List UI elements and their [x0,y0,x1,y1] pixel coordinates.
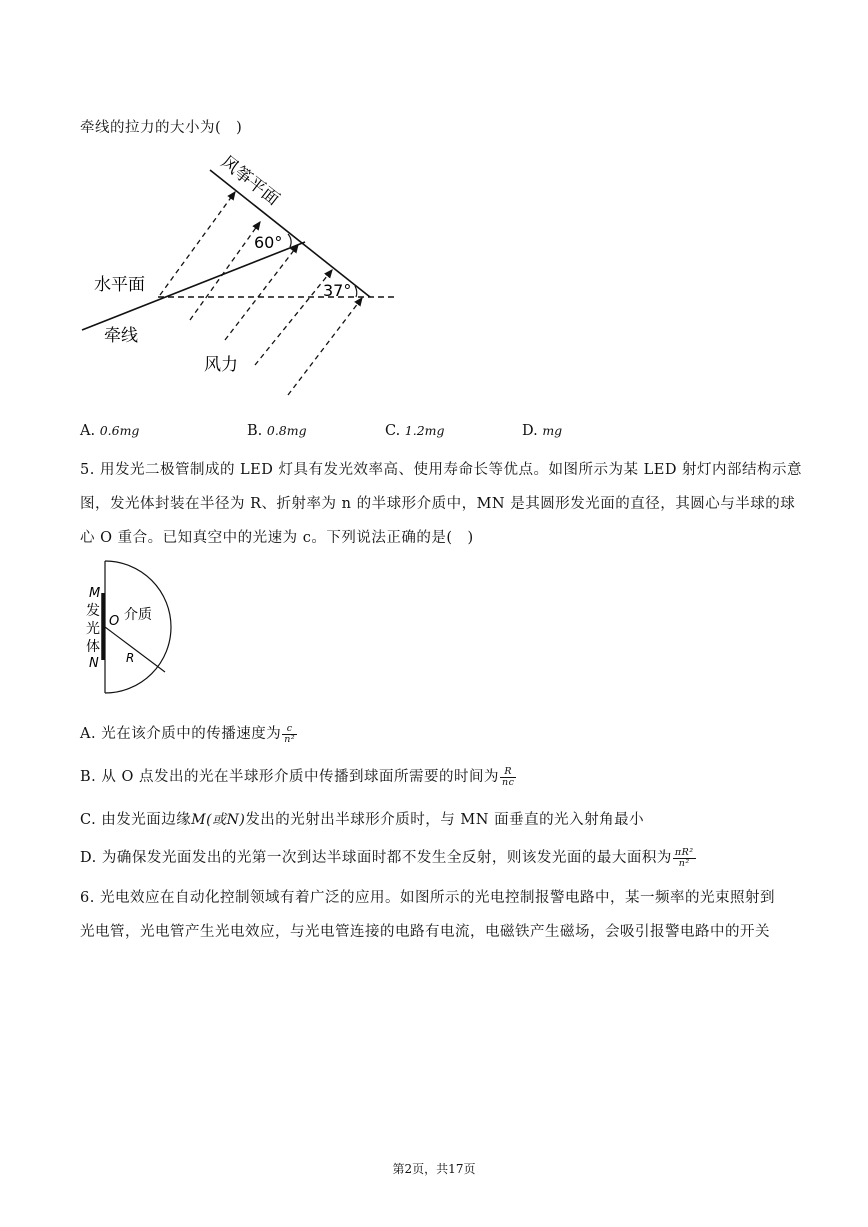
option-b-value: 0.8mg [266,423,307,438]
label-n: N [89,656,99,671]
label-medium: 介质 [124,607,152,623]
label-horizontal: 水平面 [94,275,145,295]
label-wind: 风力 [204,355,238,375]
q5-option-a-text: A. 光在该介质中的传播速度为 [80,726,282,742]
q5-option-d-fraction [673,848,696,869]
q4-option-b[interactable] [247,423,307,439]
angle-arc-60 [288,234,291,247]
label-r: R [126,651,135,665]
option-a-label: A. [80,423,96,439]
label-m: M [89,586,101,601]
q6-stem-line-1: 6. 光电效应在自动化控制领域有着广泛的应用。如图所示的光电控制报警电路中，某一频率的光束照射到 [80,890,775,906]
option-a-value: 0.6mg [99,423,140,438]
q5-option-c-math: M(或N) [191,812,246,828]
q5-option-c-post: 发出的光射出半球形介质时，与 MN 面垂直的光入射角最小 [245,812,645,828]
fraction-denominator: nc [501,776,515,788]
label-emitter-2: 光 [86,621,100,637]
q5-option-c-pre: C. 由发光面边缘 [80,812,192,828]
label-o: O [109,614,120,629]
option-c-label: C. [385,423,401,439]
wind-arrow [288,298,362,395]
label-kite-plane: 风筝平面 [216,152,283,210]
q5-option-b[interactable] [80,765,516,788]
q5-option-a-fraction [282,724,297,745]
option-b-label: B. [247,423,263,439]
q5-option-b-fraction [500,767,516,788]
led-hemisphere-diagram [80,555,180,700]
radius-line [105,627,165,672]
angle-arc-37 [355,286,357,297]
wind-arrow [255,270,332,365]
kite-plane-line [210,170,370,297]
q5-option-d-text: D. 为确保发光面发出的光第一次到达半球面时都不发生全反射，则该发光面的最大面积为 [80,850,672,866]
q5-stem-line-2: 图，发光体封装在半径为 R、折射率为 n 的半球形介质中，MN 是其圆形发光面的直径，其圆心与半球的球 [80,496,796,512]
kite-force-diagram [80,150,410,400]
wind-arrow [190,222,260,320]
option-d-value: mg [542,423,563,438]
q5-option-c[interactable] [80,808,644,829]
q6-stem-line-2: 光电管，光电管产生光电效应，与光电管连接的电路有电流，电磁铁产生磁场，会吸引报警电路中的开关 [80,924,770,940]
q5-option-d[interactable] [80,846,696,869]
q4-option-a[interactable] [80,423,139,439]
fraction-numerator: R [500,767,516,778]
q5-option-b-text: B. 从 O 点发出的光在半球形介质中传播到球面所需要的时间为 [80,769,499,785]
q4-stem-tail: 牵线的拉力的大小为( ) [80,120,243,136]
q4-option-d[interactable] [522,423,562,439]
label-emitter-1: 发 [86,603,100,619]
page-footer: 第2页，共17页 [392,1162,476,1176]
option-d-label: D. [522,423,538,439]
fraction-numerator: c [282,724,297,735]
fraction-numerator: πR² [674,846,694,858]
fraction-denominator: n² [678,857,690,869]
q5-stem-line-1: 5. 用发光二极管制成的 LED 灯具有发光效率高、使用寿命长等优点。如图所示为某 LED 射灯内部结构示意 [80,462,803,478]
q4-option-c[interactable] [385,423,445,439]
q5-option-a[interactable] [80,722,297,745]
label-angle-60: 60° [254,233,283,252]
fraction-denominator: n² [284,733,296,745]
q5-stem-line-3: 心 O 重合。已知真空中的光速为 c。下列说法正确的是( ) [80,530,474,546]
label-emitter-3: 体 [86,639,100,655]
label-angle-37: 37° [323,281,352,300]
wind-arrow [160,192,235,295]
option-c-value: 1.2mg [404,423,445,438]
label-string: 牵线 [104,326,138,346]
